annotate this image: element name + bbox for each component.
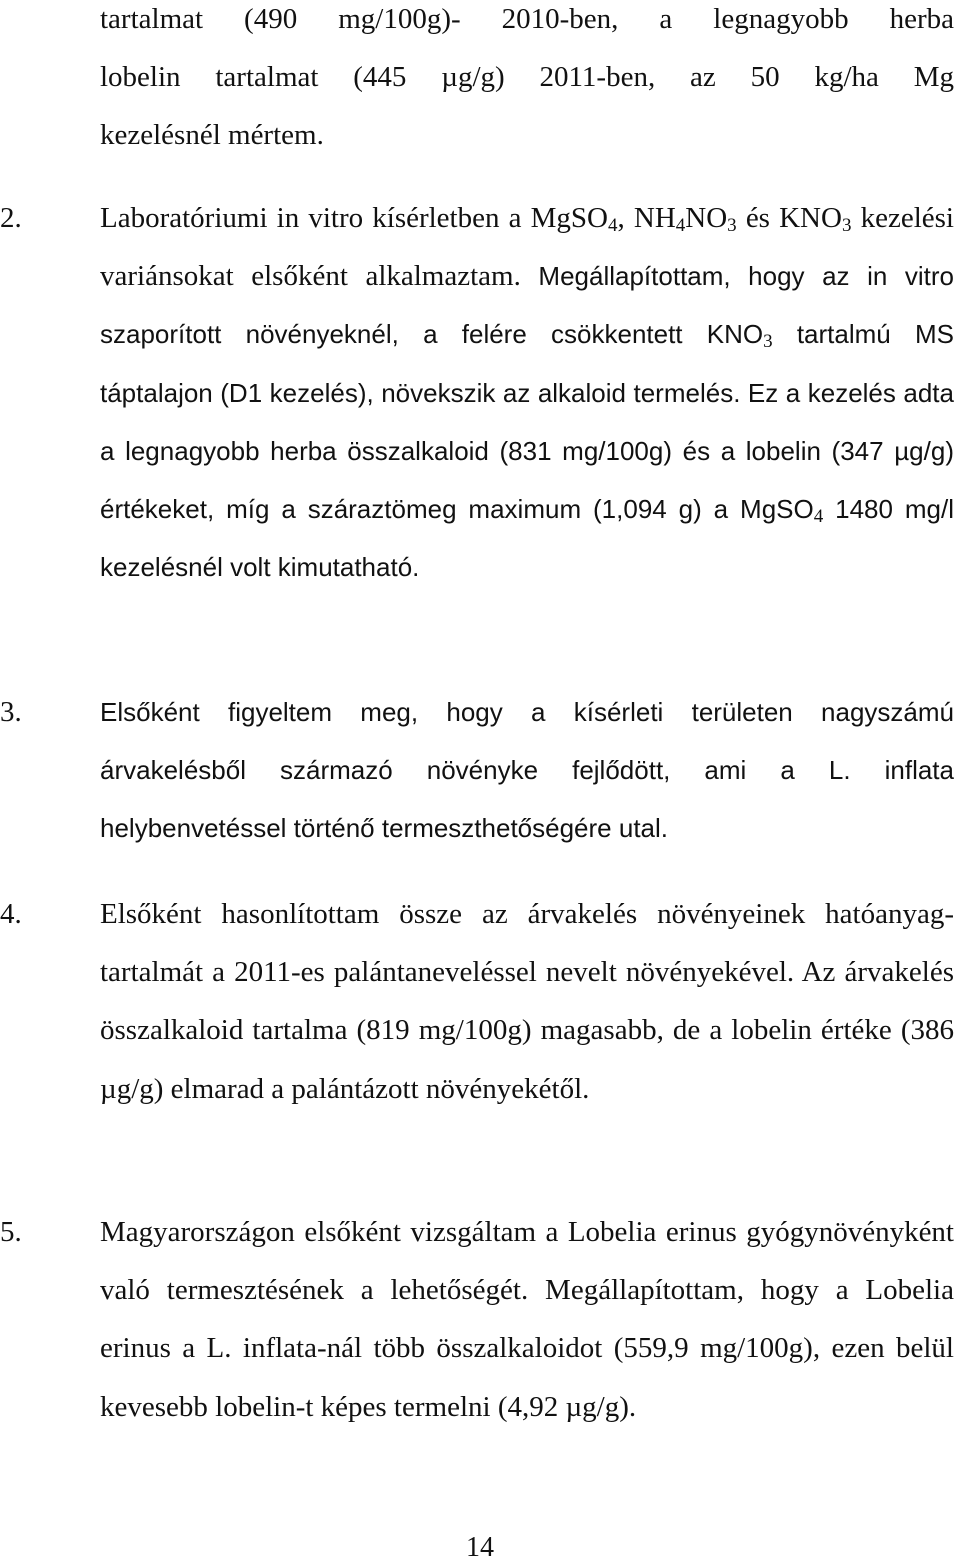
text-segment: , NH: [617, 202, 676, 234]
list-item-text: Elsőként figyeltem meg, hogy a kísérleti területen nagyszámú árvakelésből származó növényke fejlődött, ami a L. inflata helybenvetéssel történő termeszthetőségére utal.: [100, 697, 954, 844]
list-item-text: Elsőként hasonlítottam össze az árvakelés növényeinek hatóanyag-tartalmát a 2011-es palántaneveléssel nevelt növényekével. Az árvakelés összalkaloid tartalma (819 mg/100g) magasabb, de a lobelin értéke (386 µg/g) elmarad a palántázott növényekétől.: [100, 898, 954, 1105]
list-item-number: 2.: [0, 202, 22, 234]
list-item-text: Magyarországon elsőként vizsgáltam a Lobelia erinus gyógynövényként való termesztésének a lehetőségét. Megállapítottam, hogy a Lobelia erinus a L. inflata-nál több összalkaloidot (559,9 mg/100g), ezen belül kevesebb lobelin-t képes termelni (4,92 µg/g).: [100, 1216, 954, 1423]
text-segment-sans: Megállapítottam, hogy az in vitro szaporított növényeknél, a felére csökkentett KNO: [100, 261, 954, 350]
list-item-number: 3.: [0, 696, 22, 728]
subscript: 3: [763, 331, 773, 353]
subscript: 4: [675, 215, 686, 236]
text-segment-sans: 1480 mg/l kezelésnél volt kimutatható.: [100, 494, 954, 583]
subscript: 3: [727, 215, 737, 236]
continuation-paragraph: [0, 0, 960, 165]
subscript: 3: [841, 215, 852, 236]
list-item-5: [0, 1203, 960, 1436]
text-segment: NO: [685, 202, 728, 234]
subscript: 4: [608, 215, 618, 236]
list-item-3: [0, 683, 960, 858]
paragraph-line: kezelésnél mértem.: [100, 119, 324, 152]
text-segment-sans: tartalmú MS táptalajon (D1 kezelés), növekszik az alkaloid termelés. Ez a kezelés adta a legnagyobb herba összalkaloid (831 mg/100g) és a lobelin (347 µg/g) értékeket, míg a száraztömeg maximum (1,094 g) a MgSO: [100, 319, 954, 525]
paragraph-line: lobelin tartalmat (445 µg/g) 2011-ben, az 50 kg/ha Mg: [100, 61, 954, 94]
subscript: 4: [813, 506, 824, 528]
list-item-number: 4.: [0, 898, 22, 930]
page-number: 14: [466, 1532, 494, 1563]
paragraph-line: tartalmat (490 mg/100g)- 2010-ben, a legnagyobb herba: [100, 3, 954, 35]
text-segment: kezelési variánsokat elsőként alkalmaztam.: [100, 202, 954, 293]
text-segment: Laboratóriumi in vitro kísérletben a MgSO: [100, 202, 608, 234]
list-item-number: 5.: [0, 1216, 22, 1248]
list-item-4: [0, 885, 960, 1118]
text-segment: és KNO: [736, 202, 842, 234]
list-item-2: [0, 189, 960, 596]
list-item-text: [100, 189, 954, 596]
